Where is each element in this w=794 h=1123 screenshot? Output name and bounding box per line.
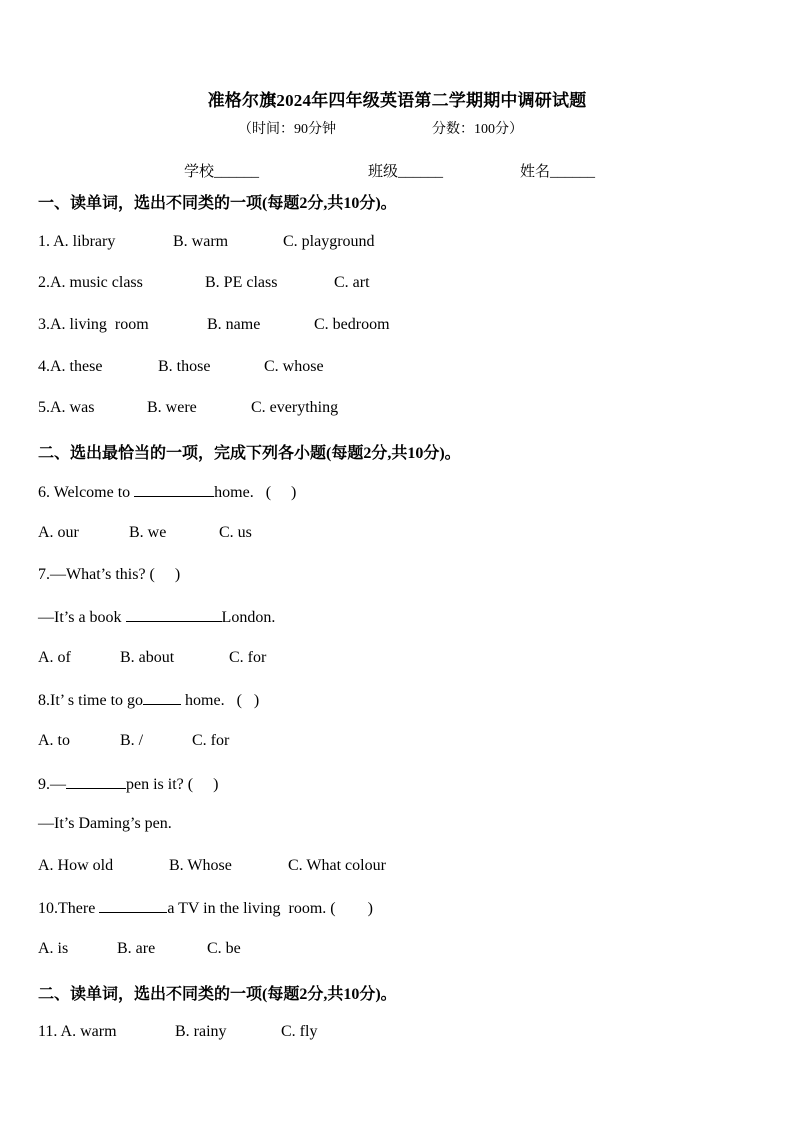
question-9 bbox=[38, 774, 218, 794]
exam-meta bbox=[238, 118, 523, 138]
question-text: London. bbox=[221, 609, 276, 626]
option-c[interactable]: C. playground bbox=[283, 233, 375, 250]
question-text: —It’s a book bbox=[38, 609, 126, 626]
option-c[interactable]: C. everything bbox=[251, 399, 339, 416]
answer-blank[interactable] bbox=[66, 774, 126, 789]
question-7-options bbox=[38, 649, 266, 667]
question-3 bbox=[38, 316, 390, 334]
option-c[interactable]: C. us bbox=[219, 524, 252, 541]
option-a[interactable]: 4.A. these bbox=[38, 358, 103, 375]
option-a[interactable]: A. How old bbox=[38, 857, 114, 874]
question-4 bbox=[38, 358, 324, 376]
option-a[interactable]: A. to bbox=[38, 732, 70, 749]
option-c[interactable]: C. be bbox=[207, 940, 241, 957]
question-text: pen is it? ( ) bbox=[126, 776, 219, 793]
section-heading: 二、选出最恰当的一项，完成下列各小题(每题2分,共10分)。 bbox=[38, 445, 461, 462]
page-title: 准格尔旗2024年四年级英语第二学期期中调研试题 bbox=[207, 91, 587, 110]
answer-blank[interactable] bbox=[99, 898, 167, 913]
question-8 bbox=[38, 690, 259, 710]
class-field[interactable]: 班级______ bbox=[368, 164, 444, 180]
answer-paren[interactable]: ( ) bbox=[265, 484, 297, 501]
option-a[interactable]: 1. A. library bbox=[38, 233, 116, 250]
name-field[interactable]: 姓名______ bbox=[520, 164, 596, 180]
option-b[interactable]: B. are bbox=[117, 940, 156, 957]
question-2 bbox=[38, 274, 370, 292]
option-c[interactable]: C. for bbox=[192, 732, 230, 749]
answer-blank[interactable] bbox=[126, 607, 222, 622]
time-limit: （时间：90分钟 bbox=[238, 122, 336, 137]
option-a[interactable]: A. our bbox=[38, 524, 79, 541]
question-8-options bbox=[38, 732, 229, 750]
option-b[interactable]: B. Whose bbox=[169, 857, 232, 874]
section-heading: 二、读单词，选出不同类的一项(每题2分,共10分)。 bbox=[38, 986, 397, 1003]
option-b[interactable]: B. / bbox=[120, 732, 144, 749]
option-a[interactable]: A. is bbox=[38, 940, 69, 957]
option-c[interactable]: C. fly bbox=[281, 1023, 318, 1040]
option-c[interactable]: C. whose bbox=[264, 358, 324, 375]
option-b[interactable]: B. we bbox=[129, 524, 167, 541]
question-6-options bbox=[38, 524, 252, 542]
option-a[interactable]: 3.A. living room bbox=[38, 316, 149, 333]
option-b[interactable]: B. warm bbox=[173, 233, 229, 250]
option-b[interactable]: B. those bbox=[158, 358, 211, 375]
answer-blank[interactable] bbox=[134, 482, 214, 497]
question-1 bbox=[38, 233, 375, 251]
option-b[interactable]: B. about bbox=[120, 649, 175, 666]
section-heading: 一、读单词，选出不同类的一项(每题2分,共10分)。 bbox=[38, 195, 397, 212]
option-b[interactable]: B. PE class bbox=[205, 274, 278, 291]
question-9-answer: —It’s Daming’s pen. bbox=[38, 815, 172, 832]
question-10 bbox=[38, 898, 373, 918]
question-text: home. bbox=[181, 692, 225, 709]
question-text: a TV in the living room. ( ) bbox=[167, 900, 373, 917]
total-score: 分数：100分） bbox=[432, 122, 523, 137]
question-9-options bbox=[38, 857, 386, 875]
question-text: 6. Welcome to bbox=[38, 484, 135, 501]
answer-blank[interactable] bbox=[143, 690, 181, 705]
option-c[interactable]: C. for bbox=[229, 649, 267, 666]
question-7: 7.—What’s this? ( ) bbox=[38, 566, 181, 583]
option-c[interactable]: C. art bbox=[334, 274, 370, 291]
option-a[interactable]: 2.A. music class bbox=[38, 274, 143, 291]
option-a[interactable]: 11. A. warm bbox=[38, 1023, 117, 1040]
question-text: 10.There bbox=[38, 900, 100, 917]
question-11 bbox=[38, 1023, 317, 1041]
question-6 bbox=[38, 482, 296, 502]
answer-paren[interactable]: ( ) bbox=[236, 692, 260, 709]
option-b[interactable]: B. name bbox=[207, 316, 261, 333]
option-b[interactable]: B. rainy bbox=[175, 1023, 227, 1040]
question-10-options bbox=[38, 940, 241, 958]
question-7-answer bbox=[38, 607, 275, 627]
option-c[interactable]: C. What colour bbox=[288, 857, 386, 874]
option-a[interactable]: A. of bbox=[38, 649, 71, 666]
school-field[interactable]: 学校______ bbox=[184, 164, 260, 180]
option-b[interactable]: B. were bbox=[147, 399, 197, 416]
student-info-row bbox=[184, 160, 595, 181]
option-a[interactable]: 5.A. was bbox=[38, 399, 95, 416]
option-c[interactable]: C. bedroom bbox=[314, 316, 390, 333]
question-text: 8.It’ s time to go bbox=[38, 692, 144, 709]
question-text: 9.— bbox=[38, 776, 66, 793]
question-text: home. bbox=[214, 484, 254, 501]
question-5 bbox=[38, 399, 338, 417]
